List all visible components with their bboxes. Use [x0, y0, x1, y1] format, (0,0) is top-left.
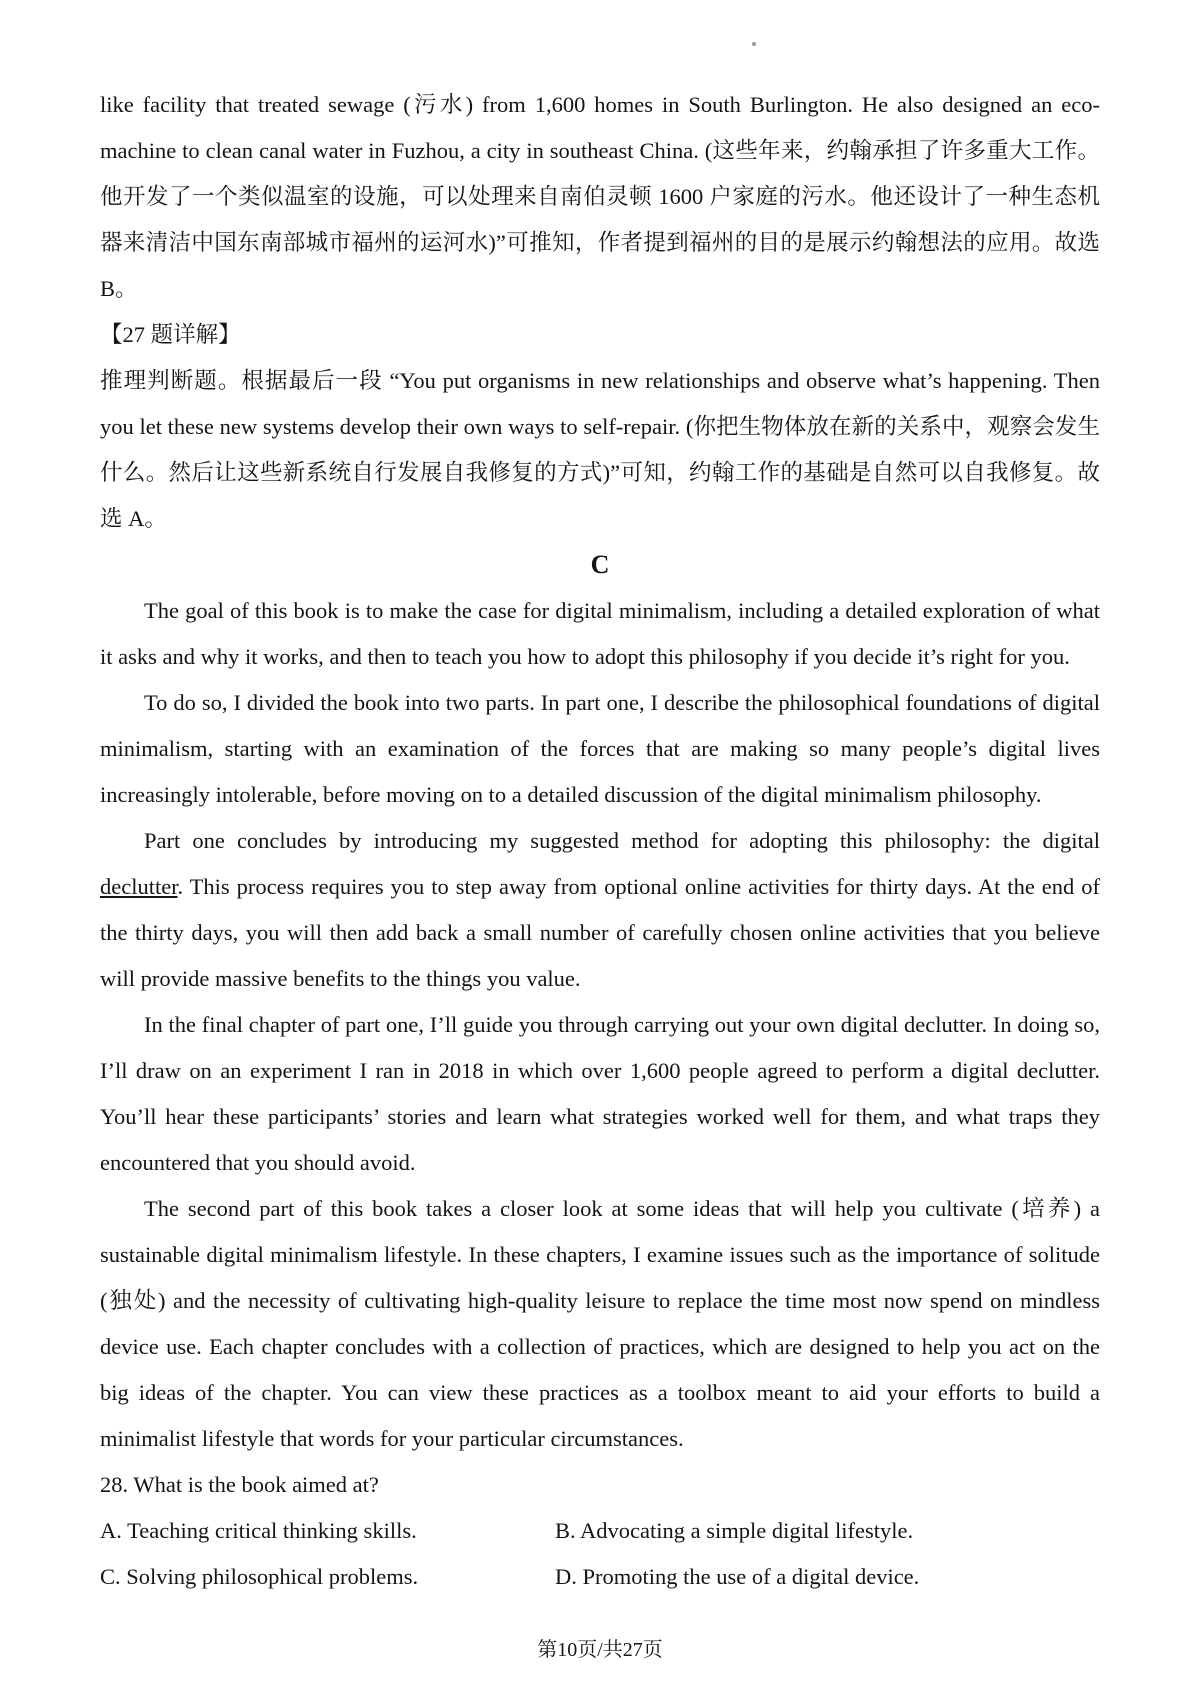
passage-paragraph-1: The goal of this book is to make the case for digital minimalism, including a detailed exploration of what it asks and why it works, and then to teach you how to adopt this philosophy if you decide it’s right for you. — [100, 598, 1100, 669]
passage-section-heading: C — [590, 550, 610, 579]
question-28-option-d: D. Promoting the use of a digital device. — [555, 1564, 920, 1589]
paragraph-3-text-before: Part one concludes by introducing my suggested method for adopting this philosophy: the digital — [144, 828, 1100, 853]
passage-paragraph-4: In the final chapter of part one, I’ll guide you through carrying out your own digital declutter. In doing so, I’ll draw on an experiment I ran in 2018 in which over 1,600 people agreed to perform a digital declutter. You’ll hear these participants’ stories and learn what strategies worked well for them, and what traps they encountered that you should avoid. — [100, 1012, 1100, 1175]
question-27-explanation-body: 推理判断题。根据最后一段 “You put organisms in new relationships and observe what’s happening. Then you let these new systems develop their own ways to self-repair. (你把生物体放在新的关系中，观察会发生什么。然后让这些新系统自行发展自我修复的方式)”可知，约翰工作的基础是自然可以自我修复。故选 A。 — [100, 368, 1100, 531]
passage-paragraph-3 — [100, 818, 1100, 1002]
passage-paragraph-2: To do so, I divided the book into two parts. In part one, I describe the philosophical foundations of digital minimalism, starting with an examination of the forces that are making so many people’s digital lives increasingly intolerable, before moving on to a detailed discussion of the digital minimalism philosophy. — [100, 690, 1100, 807]
underlined-term-declutter: declutter — [100, 874, 178, 899]
passage-paragraph-5: The second part of this book takes a closer look at some ideas that will help you cultivate (培养) a sustainable digital minimalism lifestyle. In these chapters, I examine issues such as the importance of solitude (独处) and the necessity of cultivating high-quality leisure to replace the time most now spend on mindless device use. Each chapter concludes with a collection of practices, which are designed to help you act on the big ideas of the chapter. You can view these practices as a toolbox meant to aid your efforts to build a minimalist lifestyle that words for your particular circumstances. — [100, 1196, 1100, 1451]
question-28-options-row-1 — [100, 1508, 1100, 1554]
page-number-footer: 第10页/共27页 — [537, 1639, 663, 1661]
question-28-stem: 28. What is the book aimed at? — [100, 1472, 379, 1497]
answer-explanation-continuation: like facility that treated sewage (污水) from 1,600 homes in South Burlington. He also designed an eco-machine to clean canal water in Fuzhou, a city in southeast China. (这些年来，约翰承担了许多重大工作。他开发了一个类似温室的设施，可以处理来自南伯灵顿 1600 户家庭的污水。他还设计了一种生态机器来清洁中国东南部城市福州的运河水)”可推知，作者提到福州的目的是展示约翰想法的应用。故选 B。 — [100, 92, 1100, 301]
question-28-options-row-2 — [100, 1554, 1100, 1600]
question-28-option-a: A. Teaching critical thinking skills. — [100, 1518, 417, 1543]
paragraph-3-text-after: . This process requires you to step away from optional online activities for thirty days. At the end of the thirty days, you will then add back a small number of carefully chosen online activities that you believe will provide massive benefits to the things you value. — [100, 874, 1100, 991]
question-28-option-b: B. Advocating a simple digital lifestyle. — [555, 1518, 914, 1543]
question-27-explanation-heading: 【27 题详解】 — [100, 322, 241, 347]
scan-artifact-dot — [752, 42, 756, 46]
question-28-option-c: C. Solving philosophical problems. — [100, 1564, 419, 1589]
